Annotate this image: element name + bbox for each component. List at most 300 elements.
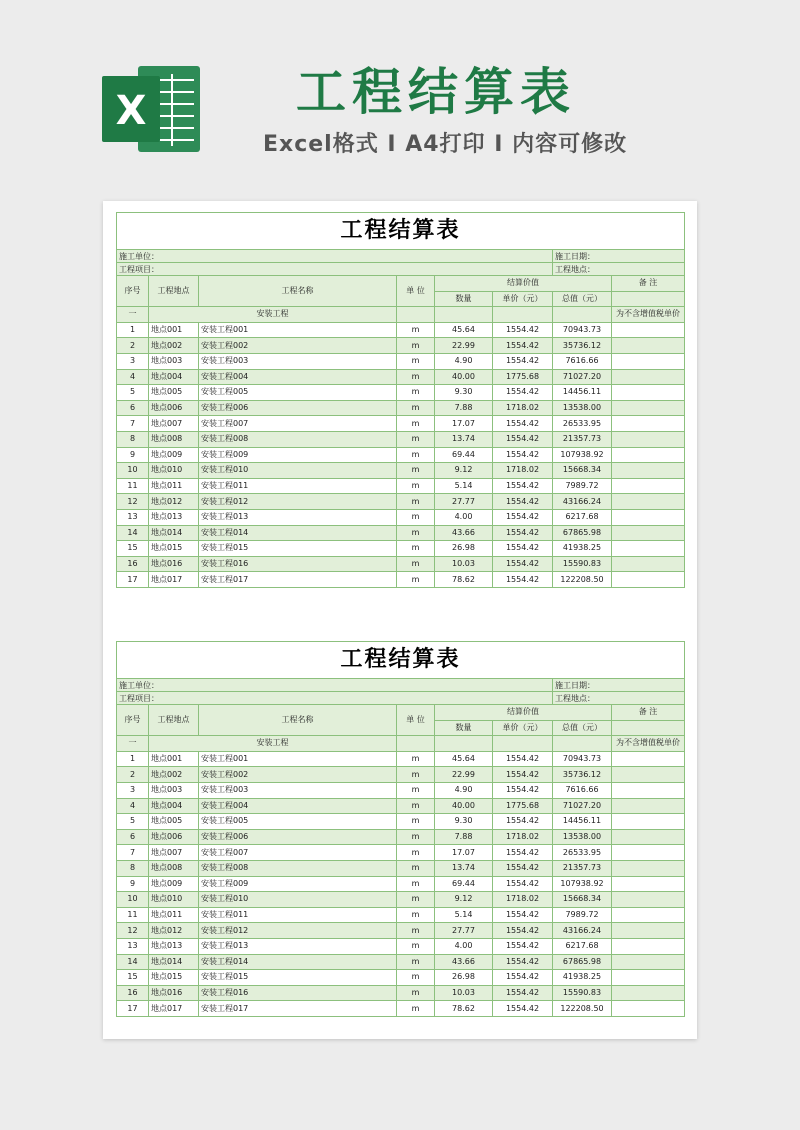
table-row bbox=[117, 860, 685, 876]
row-unit-price: 1554.42 bbox=[493, 751, 553, 767]
table-row bbox=[117, 322, 685, 338]
col-header-unit: 单 位 bbox=[397, 276, 435, 307]
section-name: 安装工程 bbox=[149, 736, 397, 752]
row-remark bbox=[612, 798, 685, 814]
row-unit: m bbox=[397, 907, 435, 923]
row-total: 14456.11 bbox=[553, 814, 612, 830]
row-remark bbox=[612, 369, 685, 385]
row-seq: 12 bbox=[117, 923, 149, 939]
row-unit: m bbox=[397, 525, 435, 541]
construction-unit-label: 施工单位： bbox=[117, 250, 553, 263]
col-header-site: 工程地点 bbox=[149, 276, 199, 307]
row-total: 13538.00 bbox=[553, 829, 612, 845]
col-header-seq: 序号 bbox=[117, 276, 149, 307]
table-row bbox=[117, 907, 685, 923]
table-row bbox=[117, 845, 685, 861]
table-row bbox=[117, 556, 685, 572]
row-name: 安装工程003 bbox=[199, 782, 397, 798]
table-row bbox=[117, 541, 685, 557]
row-site: 地点014 bbox=[149, 525, 199, 541]
row-remark bbox=[612, 782, 685, 798]
table-row bbox=[117, 525, 685, 541]
row-seq: 1 bbox=[117, 322, 149, 338]
row-qty: 4.90 bbox=[435, 353, 493, 369]
row-name: 安装工程015 bbox=[199, 541, 397, 557]
row-seq: 1 bbox=[117, 751, 149, 767]
row-total: 21357.73 bbox=[553, 860, 612, 876]
row-site: 地点007 bbox=[149, 416, 199, 432]
row-total: 7989.72 bbox=[553, 907, 612, 923]
row-site: 地点015 bbox=[149, 970, 199, 986]
row-unit: m bbox=[397, 541, 435, 557]
row-total: 43166.24 bbox=[553, 494, 612, 510]
col-header-price-group: 结算价值 bbox=[435, 276, 612, 292]
row-name: 安装工程009 bbox=[199, 876, 397, 892]
row-total: 122208.50 bbox=[553, 572, 612, 588]
row-unit-price: 1554.42 bbox=[493, 541, 553, 557]
row-unit: m bbox=[397, 892, 435, 908]
row-qty: 4.00 bbox=[435, 509, 493, 525]
table-row bbox=[117, 798, 685, 814]
col-header-unit-price: 单价（元） bbox=[493, 720, 553, 736]
row-remark bbox=[612, 814, 685, 830]
row-qty: 43.66 bbox=[435, 525, 493, 541]
logo-letter: X bbox=[115, 88, 147, 134]
row-site: 地点003 bbox=[149, 353, 199, 369]
col-header-remark: 备 注 bbox=[612, 705, 685, 721]
row-unit-price: 1554.42 bbox=[493, 494, 553, 510]
row-remark bbox=[612, 478, 685, 494]
row-name: 安装工程012 bbox=[199, 494, 397, 510]
row-total: 122208.50 bbox=[553, 1001, 612, 1017]
row-seq: 17 bbox=[117, 572, 149, 588]
row-unit-price: 1554.42 bbox=[493, 970, 553, 986]
row-unit: m bbox=[397, 860, 435, 876]
row-qty: 22.99 bbox=[435, 338, 493, 354]
row-unit: m bbox=[397, 970, 435, 986]
row-site: 地点017 bbox=[149, 572, 199, 588]
row-unit-price: 1718.02 bbox=[493, 892, 553, 908]
row-qty: 5.14 bbox=[435, 907, 493, 923]
row-unit: m bbox=[397, 447, 435, 463]
table-row bbox=[117, 892, 685, 908]
sheet-title: 工程结算表 bbox=[117, 642, 685, 679]
row-unit: m bbox=[397, 845, 435, 861]
row-unit-price: 1554.42 bbox=[493, 416, 553, 432]
row-name: 安装工程017 bbox=[199, 572, 397, 588]
row-qty: 26.98 bbox=[435, 541, 493, 557]
row-remark bbox=[612, 970, 685, 986]
table-row bbox=[117, 385, 685, 401]
row-total: 21357.73 bbox=[553, 431, 612, 447]
col-header-qty: 数量 bbox=[435, 291, 493, 307]
row-total: 67865.98 bbox=[553, 954, 612, 970]
row-total: 26533.95 bbox=[553, 845, 612, 861]
row-total: 107938.92 bbox=[553, 876, 612, 892]
row-unit: m bbox=[397, 494, 435, 510]
settlement-table-bottom bbox=[116, 641, 684, 1017]
row-unit-price: 1718.02 bbox=[493, 400, 553, 416]
row-qty: 10.03 bbox=[435, 556, 493, 572]
row-remark bbox=[612, 400, 685, 416]
sheet-title: 工程结算表 bbox=[117, 213, 685, 250]
row-total: 6217.68 bbox=[553, 509, 612, 525]
row-remark bbox=[612, 923, 685, 939]
row-seq: 9 bbox=[117, 876, 149, 892]
row-total: 71027.20 bbox=[553, 798, 612, 814]
row-seq: 3 bbox=[117, 353, 149, 369]
row-site: 地点012 bbox=[149, 494, 199, 510]
row-unit: m bbox=[397, 814, 435, 830]
col-header-total: 总值（元） bbox=[553, 291, 612, 307]
row-unit: m bbox=[397, 938, 435, 954]
row-name: 安装工程010 bbox=[199, 463, 397, 479]
row-unit: m bbox=[397, 416, 435, 432]
table-row bbox=[117, 572, 685, 588]
row-total: 70943.73 bbox=[553, 751, 612, 767]
row-seq: 9 bbox=[117, 447, 149, 463]
row-total: 7616.66 bbox=[553, 782, 612, 798]
excel-logo-icon bbox=[100, 62, 202, 156]
construction-date-label: 施工日期： bbox=[553, 679, 685, 692]
table-row bbox=[117, 923, 685, 939]
section-row bbox=[117, 736, 685, 752]
row-seq: 5 bbox=[117, 814, 149, 830]
row-site: 地点005 bbox=[149, 385, 199, 401]
row-total: 15668.34 bbox=[553, 892, 612, 908]
row-qty: 78.62 bbox=[435, 572, 493, 588]
row-site: 地点013 bbox=[149, 938, 199, 954]
col-header-unit-price: 单价（元） bbox=[493, 291, 553, 307]
row-unit-price: 1554.42 bbox=[493, 431, 553, 447]
location-label: 工程地点： bbox=[553, 263, 685, 276]
banner-subtitle: Excel格式 I A4打印 I 内容可修改 bbox=[263, 132, 628, 157]
row-total: 15668.34 bbox=[553, 463, 612, 479]
row-qty: 27.77 bbox=[435, 494, 493, 510]
table-row bbox=[117, 1001, 685, 1017]
row-seq: 13 bbox=[117, 938, 149, 954]
info-row-1 bbox=[117, 679, 685, 692]
row-seq: 6 bbox=[117, 400, 149, 416]
section-seq: 一 bbox=[117, 307, 149, 323]
row-remark bbox=[612, 556, 685, 572]
row-remark bbox=[612, 938, 685, 954]
row-remark bbox=[612, 954, 685, 970]
row-unit-price: 1554.42 bbox=[493, 478, 553, 494]
table-row bbox=[117, 970, 685, 986]
row-total: 26533.95 bbox=[553, 416, 612, 432]
row-name: 安装工程011 bbox=[199, 478, 397, 494]
row-seq: 4 bbox=[117, 798, 149, 814]
row-seq: 13 bbox=[117, 509, 149, 525]
row-remark bbox=[612, 985, 685, 1001]
row-qty: 9.30 bbox=[435, 385, 493, 401]
row-name: 安装工程001 bbox=[199, 751, 397, 767]
row-site: 地点011 bbox=[149, 478, 199, 494]
row-unit: m bbox=[397, 385, 435, 401]
row-seq: 2 bbox=[117, 767, 149, 783]
row-name: 安装工程008 bbox=[199, 431, 397, 447]
row-unit-price: 1554.42 bbox=[493, 907, 553, 923]
row-seq: 15 bbox=[117, 541, 149, 557]
col-header-site: 工程地点 bbox=[149, 705, 199, 736]
row-unit-price: 1554.42 bbox=[493, 767, 553, 783]
row-site: 地点015 bbox=[149, 541, 199, 557]
row-name: 安装工程011 bbox=[199, 907, 397, 923]
row-name: 安装工程015 bbox=[199, 970, 397, 986]
row-name: 安装工程010 bbox=[199, 892, 397, 908]
row-unit-price: 1554.42 bbox=[493, 353, 553, 369]
table-row bbox=[117, 814, 685, 830]
row-remark bbox=[612, 829, 685, 845]
row-site: 地点009 bbox=[149, 447, 199, 463]
col-header-name: 工程名称 bbox=[199, 705, 397, 736]
row-unit-price: 1554.42 bbox=[493, 447, 553, 463]
row-site: 地点008 bbox=[149, 431, 199, 447]
row-unit-price: 1554.42 bbox=[493, 814, 553, 830]
col-header-name: 工程名称 bbox=[199, 276, 397, 307]
row-site: 地点005 bbox=[149, 814, 199, 830]
row-unit: m bbox=[397, 463, 435, 479]
row-site: 地点012 bbox=[149, 923, 199, 939]
row-remark bbox=[612, 541, 685, 557]
row-seq: 12 bbox=[117, 494, 149, 510]
row-total: 14456.11 bbox=[553, 385, 612, 401]
row-name: 安装工程004 bbox=[199, 798, 397, 814]
row-remark bbox=[612, 353, 685, 369]
table-row bbox=[117, 353, 685, 369]
row-site: 地点014 bbox=[149, 954, 199, 970]
row-total: 41938.25 bbox=[553, 970, 612, 986]
table-row bbox=[117, 494, 685, 510]
row-seq: 15 bbox=[117, 970, 149, 986]
row-seq: 4 bbox=[117, 369, 149, 385]
row-seq: 10 bbox=[117, 463, 149, 479]
row-remark bbox=[612, 767, 685, 783]
row-unit: m bbox=[397, 556, 435, 572]
row-unit: m bbox=[397, 1001, 435, 1017]
row-unit-price: 1775.68 bbox=[493, 798, 553, 814]
row-name: 安装工程013 bbox=[199, 509, 397, 525]
row-remark bbox=[612, 1001, 685, 1017]
section-seq: 一 bbox=[117, 736, 149, 752]
project-label: 工程项目： bbox=[117, 263, 553, 276]
row-name: 安装工程003 bbox=[199, 353, 397, 369]
banner-title: 工程结算表 bbox=[296, 63, 576, 121]
row-unit: m bbox=[397, 322, 435, 338]
row-seq: 5 bbox=[117, 385, 149, 401]
table-row bbox=[117, 431, 685, 447]
info-row-2 bbox=[117, 692, 685, 705]
row-name: 安装工程012 bbox=[199, 923, 397, 939]
row-qty: 13.74 bbox=[435, 431, 493, 447]
row-qty: 10.03 bbox=[435, 985, 493, 1001]
row-qty: 78.62 bbox=[435, 1001, 493, 1017]
row-qty: 4.00 bbox=[435, 938, 493, 954]
row-seq: 7 bbox=[117, 416, 149, 432]
row-unit: m bbox=[397, 431, 435, 447]
settlement-table-top bbox=[116, 212, 684, 588]
header-banner bbox=[0, 0, 800, 195]
row-name: 安装工程014 bbox=[199, 525, 397, 541]
row-remark bbox=[612, 431, 685, 447]
row-unit: m bbox=[397, 782, 435, 798]
row-name: 安装工程002 bbox=[199, 338, 397, 354]
row-qty: 4.90 bbox=[435, 782, 493, 798]
row-unit: m bbox=[397, 353, 435, 369]
row-remark bbox=[612, 907, 685, 923]
row-remark bbox=[612, 338, 685, 354]
row-qty: 9.30 bbox=[435, 814, 493, 830]
row-unit-price: 1718.02 bbox=[493, 829, 553, 845]
row-name: 安装工程006 bbox=[199, 400, 397, 416]
row-qty: 17.07 bbox=[435, 845, 493, 861]
row-qty: 17.07 bbox=[435, 416, 493, 432]
info-row-2 bbox=[117, 263, 685, 276]
row-seq: 11 bbox=[117, 907, 149, 923]
header-row-1 bbox=[117, 705, 685, 721]
info-row-1 bbox=[117, 250, 685, 263]
row-seq: 8 bbox=[117, 860, 149, 876]
row-qty: 13.74 bbox=[435, 860, 493, 876]
row-qty: 27.77 bbox=[435, 923, 493, 939]
row-seq: 7 bbox=[117, 845, 149, 861]
row-qty: 40.00 bbox=[435, 798, 493, 814]
row-remark bbox=[612, 322, 685, 338]
row-total: 70943.73 bbox=[553, 322, 612, 338]
row-name: 安装工程002 bbox=[199, 767, 397, 783]
row-seq: 2 bbox=[117, 338, 149, 354]
row-remark bbox=[612, 463, 685, 479]
sheet-title-row bbox=[117, 213, 685, 250]
row-site: 地点004 bbox=[149, 798, 199, 814]
row-site: 地点017 bbox=[149, 1001, 199, 1017]
row-qty: 9.12 bbox=[435, 892, 493, 908]
row-seq: 11 bbox=[117, 478, 149, 494]
section-name: 安装工程 bbox=[149, 307, 397, 323]
row-unit-price: 1554.42 bbox=[493, 860, 553, 876]
row-unit-price: 1554.42 bbox=[493, 556, 553, 572]
row-remark bbox=[612, 385, 685, 401]
row-site: 地点013 bbox=[149, 509, 199, 525]
row-name: 安装工程007 bbox=[199, 416, 397, 432]
row-seq: 10 bbox=[117, 892, 149, 908]
row-total: 15590.83 bbox=[553, 985, 612, 1001]
table-row bbox=[117, 954, 685, 970]
row-unit-price: 1775.68 bbox=[493, 369, 553, 385]
row-qty: 26.98 bbox=[435, 970, 493, 986]
row-unit-price: 1554.42 bbox=[493, 1001, 553, 1017]
row-site: 地点001 bbox=[149, 322, 199, 338]
row-unit-price: 1554.42 bbox=[493, 845, 553, 861]
row-unit-price: 1554.42 bbox=[493, 509, 553, 525]
row-site: 地点016 bbox=[149, 556, 199, 572]
row-site: 地点006 bbox=[149, 829, 199, 845]
row-remark bbox=[612, 751, 685, 767]
row-unit: m bbox=[397, 954, 435, 970]
row-total: 71027.20 bbox=[553, 369, 612, 385]
row-unit-price: 1554.42 bbox=[493, 525, 553, 541]
row-unit-price: 1554.42 bbox=[493, 954, 553, 970]
row-name: 安装工程013 bbox=[199, 938, 397, 954]
row-remark bbox=[612, 572, 685, 588]
table-row bbox=[117, 509, 685, 525]
row-remark bbox=[612, 494, 685, 510]
row-unit-price: 1554.42 bbox=[493, 923, 553, 939]
row-site: 地点002 bbox=[149, 767, 199, 783]
row-remark bbox=[612, 509, 685, 525]
row-seq: 6 bbox=[117, 829, 149, 845]
row-site: 地点010 bbox=[149, 892, 199, 908]
row-unit: m bbox=[397, 509, 435, 525]
row-unit-price: 1554.42 bbox=[493, 338, 553, 354]
row-site: 地点003 bbox=[149, 782, 199, 798]
row-unit: m bbox=[397, 369, 435, 385]
col-header-remark-blank bbox=[612, 720, 685, 736]
project-label: 工程项目： bbox=[117, 692, 553, 705]
row-seq: 3 bbox=[117, 782, 149, 798]
row-total: 7989.72 bbox=[553, 478, 612, 494]
col-header-seq: 序号 bbox=[117, 705, 149, 736]
row-unit: m bbox=[397, 338, 435, 354]
row-name: 安装工程007 bbox=[199, 845, 397, 861]
row-site: 地点004 bbox=[149, 369, 199, 385]
col-header-unit: 单 位 bbox=[397, 705, 435, 736]
section-remark: 为不含增值税单价 bbox=[612, 307, 685, 323]
sheet-title-row bbox=[117, 642, 685, 679]
row-seq: 14 bbox=[117, 525, 149, 541]
table-row bbox=[117, 478, 685, 494]
row-site: 地点006 bbox=[149, 400, 199, 416]
table-row bbox=[117, 369, 685, 385]
row-name: 安装工程008 bbox=[199, 860, 397, 876]
row-qty: 22.99 bbox=[435, 767, 493, 783]
table-row bbox=[117, 829, 685, 845]
row-total: 15590.83 bbox=[553, 556, 612, 572]
row-unit-price: 1554.42 bbox=[493, 876, 553, 892]
row-name: 安装工程017 bbox=[199, 1001, 397, 1017]
row-remark bbox=[612, 892, 685, 908]
header-row-1 bbox=[117, 276, 685, 292]
row-seq: 16 bbox=[117, 556, 149, 572]
row-site: 地点008 bbox=[149, 860, 199, 876]
row-qty: 40.00 bbox=[435, 369, 493, 385]
row-qty: 9.12 bbox=[435, 463, 493, 479]
row-unit-price: 1554.42 bbox=[493, 938, 553, 954]
row-total: 35736.12 bbox=[553, 338, 612, 354]
row-unit-price: 1554.42 bbox=[493, 385, 553, 401]
row-unit: m bbox=[397, 876, 435, 892]
table-row bbox=[117, 876, 685, 892]
row-site: 地点001 bbox=[149, 751, 199, 767]
row-unit: m bbox=[397, 923, 435, 939]
col-header-remark: 备 注 bbox=[612, 276, 685, 292]
row-site: 地点010 bbox=[149, 463, 199, 479]
row-unit-price: 1718.02 bbox=[493, 463, 553, 479]
row-unit: m bbox=[397, 985, 435, 1001]
table-row bbox=[117, 463, 685, 479]
row-remark bbox=[612, 860, 685, 876]
row-seq: 8 bbox=[117, 431, 149, 447]
table-row bbox=[117, 782, 685, 798]
row-unit-price: 1554.42 bbox=[493, 782, 553, 798]
row-unit: m bbox=[397, 829, 435, 845]
row-remark bbox=[612, 416, 685, 432]
row-seq: 17 bbox=[117, 1001, 149, 1017]
row-remark bbox=[612, 525, 685, 541]
table-row bbox=[117, 751, 685, 767]
col-header-qty: 数量 bbox=[435, 720, 493, 736]
